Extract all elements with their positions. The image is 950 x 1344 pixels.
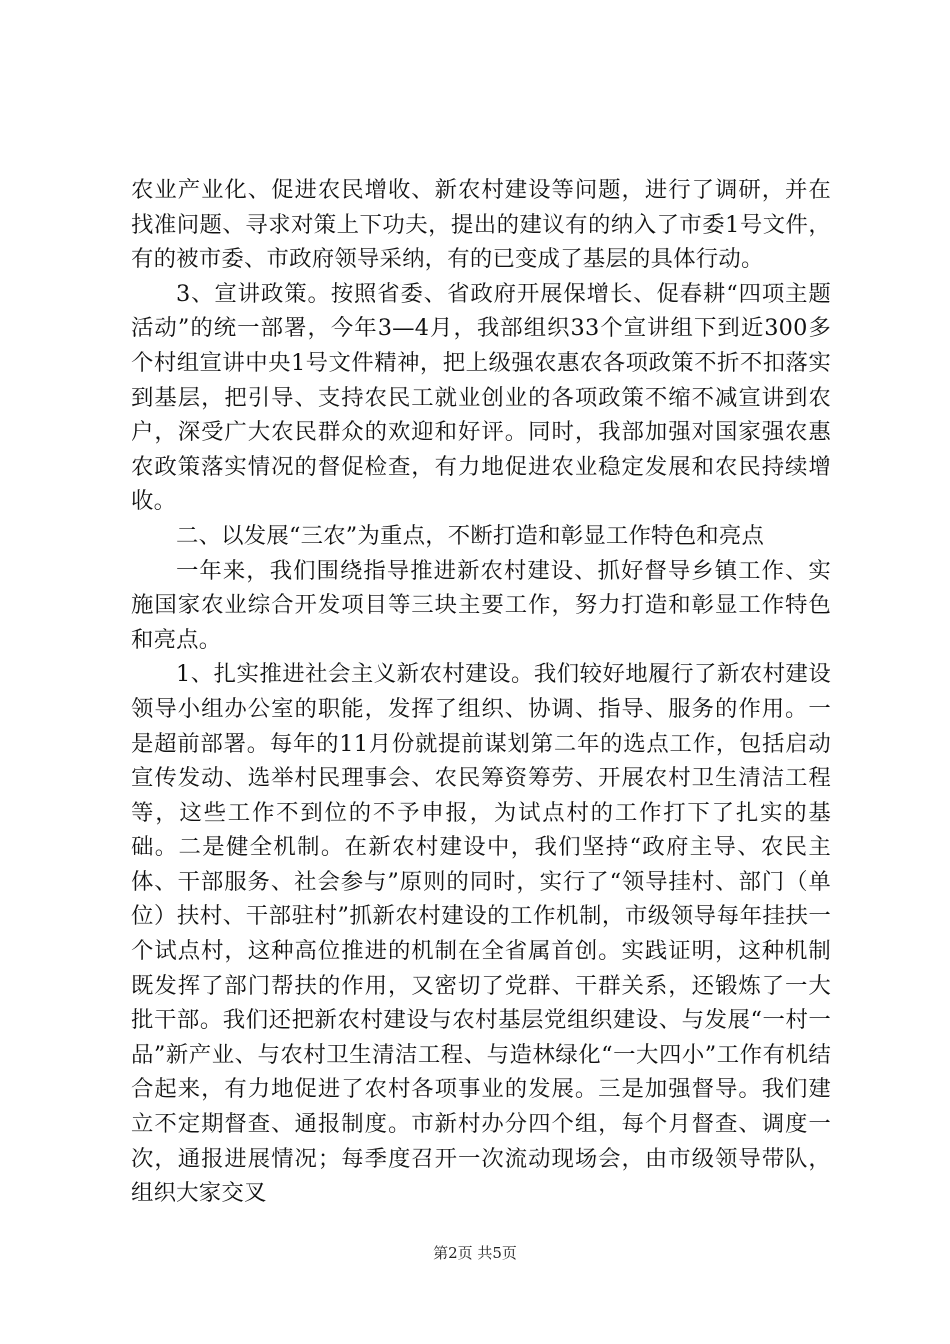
- paragraph-new-countryside: 1、扎实推进社会主义新农村建设。我们较好地履行了新农村建设领导小组办公室的职能，发挥了组织、协调、指导、服务的作用。一是超前部署。每年的11月份就提前谋划第二年的选点工作，包括启动宣传发动、选举村民理事会、农民筹资筹劳、开展农村卫生清洁工程等，这些工作不到位的不予申报，为试点村的工作打下了扎实的基础。二是健全机制。在新农村建设中，我们坚持“政府主导、农民主体、干部服务、社会参与”原则的同时，实行了“领导挂村、部门（单位）扶村、干部驻村”抓新农村建设的工作机制，市级领导每年挂扶一个试点村，这种高位推进的机制在全省属首创。实践证明，这种机制既发挥了部门帮扶的作用，又密切了党群、干群关系，还锻炼了一大批干部。我们还把新农村建设与农村基层党组织建设、与发展“一村一品”新产业、与农村卫生清洁工程、与造林绿化“一大四小”工作有机结合起来，有力地促进了农村各项事业的发展。三是加强督导。我们建立不定期督查、通报制度。市新村办分四个组，每个月督查、调度一次，通报进展情况；每季度召开一次流动现场会，由市级领导带队，组织大家交叉: [131, 661, 831, 1207]
- paragraph-publicize-policy: 3、宣讲政策。按照省委、省政府开展保增长、促春耕“四项主题活动”的统一部署，今年3—4月，我部组织33个宣讲组下到近300多个村组宣讲中央1号文件精神，把上级强农惠农各项政策不折不扣落实到基层，把引导、支持农民工就业创业的各项政策不缩不减宣讲到农户，深受广大农民群众的欢迎和好评。同时，我部加强对国家强农惠农政策落实情况的督促检查，有力地促进农业稳定发展和农民持续增收。: [131, 280, 831, 515]
- paragraph-continuation: 农业产业化、促进农民增收、新农村建设等问题，进行了调研，并在找准问题、寻求对策上下功夫，提出的建议有的纳入了市委1号文件，有的被市委、市政府领导采纳，有的已变成了基层的具体行动。: [131, 177, 831, 273]
- section-heading-two: 二、以发展“三农”为重点，不断打造和彰显工作特色和亮点: [176, 522, 765, 549]
- document-body: [131, 173, 831, 1211]
- paragraph-year-summary: 一年来，我们围绕指导推进新农村建设、抓好督导乡镇工作、实施国家农业综合开发项目等三块主要工作，努力打造和彰显工作特色和亮点。: [131, 557, 831, 653]
- page-number-footer: 第2页 共5页: [433, 1244, 517, 1262]
